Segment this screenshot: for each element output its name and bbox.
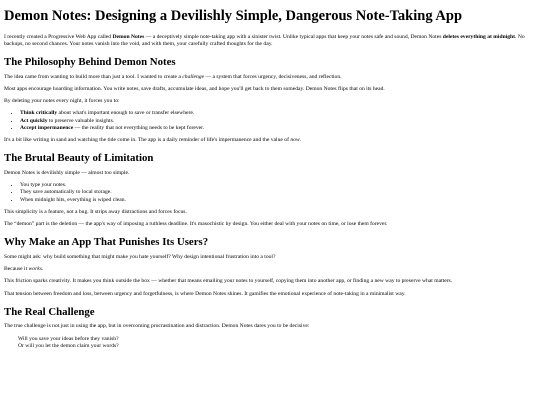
paragraph: This friction sparks creativity. It makes you think outside the box — whether that means emailing your notes to yourself, copying them into another app, or finding a new way to preserve what matters. (4, 278, 453, 285)
paragraph (4, 74, 536, 81)
list-item (20, 125, 536, 132)
paragraph: This simplicity is a feature, not a bug. It strips away distractions and forces focus. (4, 208, 187, 215)
paragraph: By deleting your notes every night, it forces you to: (4, 98, 120, 105)
section-heading-punish: Why Make an App That Punishes Its Users? (4, 236, 209, 249)
list-item-text: to preserve valuable insights. (47, 117, 115, 124)
text: . (41, 266, 44, 273)
intro-text: — a deceptively simple note-taking app with a sinister twist. Unlike typical apps that keep your notes safe and sound, Demon Notes (144, 33, 443, 40)
list-item-text: — the reality that not everything needs to be kept forever. (73, 124, 205, 131)
paragraph: The true challenge is not just in using the app, but in overcoming procrastination and distraction. Demon Notes dares you to be decisive: (4, 323, 310, 330)
intro-paragraph (4, 34, 536, 49)
list-item-bold: Act quickly (20, 117, 48, 124)
page-title: Demon Notes: Designing a Devilishly Simple, Dangerous Note-Taking App (4, 8, 463, 24)
list-item: • You type your notes. (20, 182, 536, 189)
list-item: • When midnight hits, everything is wiped clean. (20, 197, 536, 204)
emphasis: now (290, 137, 300, 144)
bullet-list (4, 110, 536, 132)
bullet-list (4, 182, 536, 204)
list-item (20, 110, 536, 117)
intro-text: . No backups, no second chances. Your notes vanish into the void, and with them, your carefully crafted thoughts for the day. (4, 33, 525, 47)
paragraph: Demon Notes is devilishly simple — almost too simple. (4, 169, 130, 176)
text: The idea came from wanting to build more than just a tool. I wanted to create a (4, 73, 183, 80)
list-item: • They save automatically to local storage. (20, 189, 536, 196)
section-heading-limitation: The Brutal Beauty of Limitation (4, 152, 154, 165)
paragraph: That tension between freedom and loss, between urgency and forgetfulness, is where Demon Notes shines. It gamifies the emotional experience of note-taking in a minimalist way. (4, 290, 406, 297)
app-name: Demon Notes (112, 33, 145, 40)
text: . (299, 137, 302, 144)
intro-text: I recently created a Progressive Web App called (4, 33, 113, 40)
paragraph (4, 137, 536, 144)
list-item-bold: Think critically (20, 110, 58, 117)
text: Because it (4, 266, 29, 273)
quote-line: Will you save your ideas before they vanish? (18, 335, 119, 342)
paragraph (4, 266, 536, 273)
paragraph: The “demon” part is the deletion — the app's way of imposing a ruthless deadline. It's masochistic by design. You either deal with your notes on time, or lose them forever. (4, 221, 388, 228)
text: — a system that forces urgency, decisiveness, and reflection. (204, 73, 342, 80)
paragraph: Some might ask: why build something that might make you hate yourself? Why design intentional frustration into a tool? (4, 253, 276, 260)
emphasis: challenge (182, 73, 205, 80)
section-heading-philosophy: The Philosophy Behind Demon Notes (4, 56, 176, 69)
paragraph: Most apps encourage hoarding information. You write notes, save drafts, accumulate ideas, and hope you'll get back to them someday. Demon Notes flips that on its head. (4, 85, 385, 92)
list-item-bold: Accept impermanence (20, 124, 74, 131)
quote-line: Or will you let the demon claim your words? (18, 342, 119, 349)
list-item-text: about what's important enough to save or transfer elsewhere. (57, 110, 195, 117)
blockquote (18, 336, 536, 351)
deletion-emphasis: deletes everything at midnight (442, 33, 516, 40)
emphasis: works (28, 266, 42, 273)
list-item (20, 118, 536, 125)
section-heading-challenge: The Real Challenge (4, 305, 95, 318)
text: It's a bit like writing in sand and watching the tide come in. The app is a daily reminder of life's impermanence and the value of (4, 137, 291, 144)
